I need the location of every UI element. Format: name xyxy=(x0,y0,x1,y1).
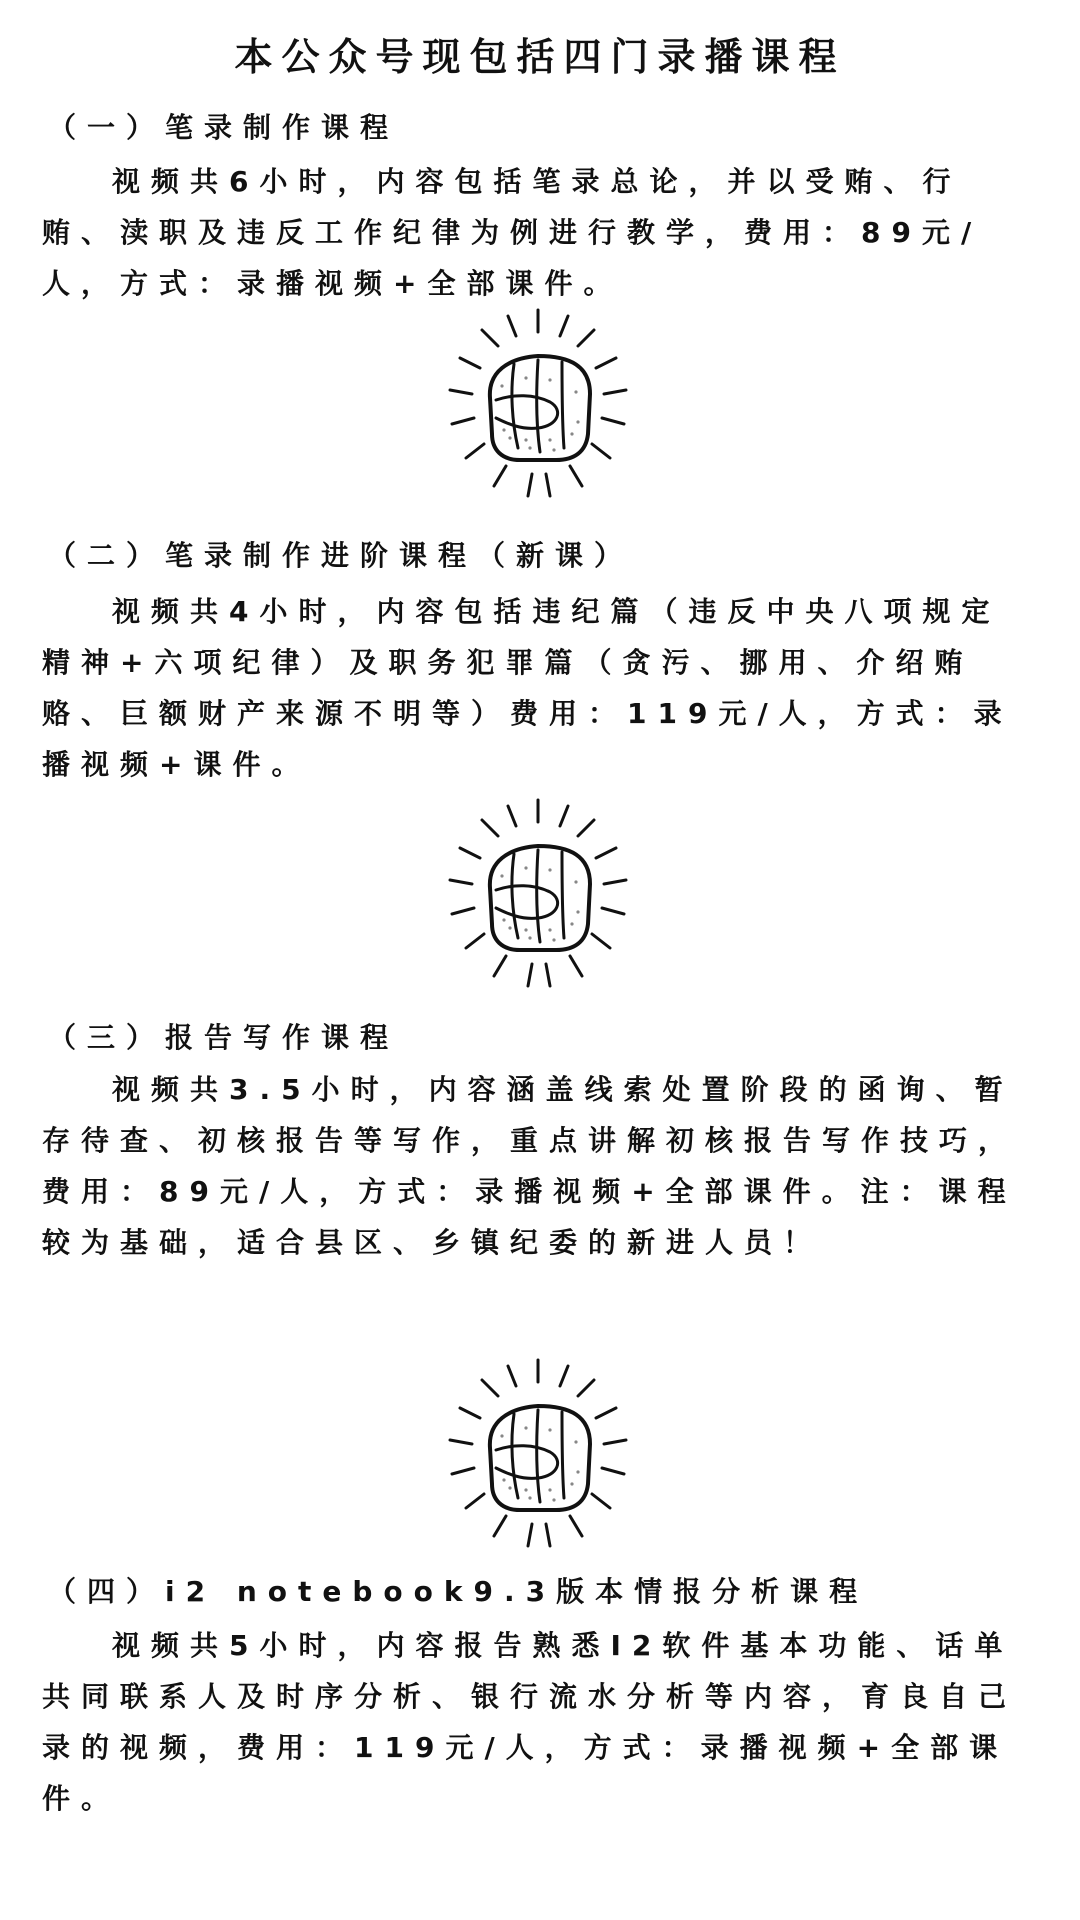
page-title: 本公众号现包括四门录播课程 xyxy=(234,35,846,79)
course-1-description: 视频共6小时，内容包括笔录总论，并以受贿、行贿、渎职及违反工作纪律为例进行教学，费用：89元/人，方式：录播视频+全部课件。 xyxy=(42,165,983,300)
course-3-heading: （三）报告写作课程 xyxy=(48,1021,400,1054)
fist-burst-icon xyxy=(438,1352,638,1552)
fist-burst-icon xyxy=(438,792,638,992)
fist-burst-icon-svg xyxy=(438,1352,638,1552)
course-4-heading: （四）i2 notebook9.3版本情报分析课程 xyxy=(48,1575,869,1608)
course-2-description: 视频共4小时，内容包括违纪篇（违反中央八项规定精神+六项纪律）及职务犯罪篇（贪污、挪用、介绍贿赂、巨额财产来源不明等）费用：119元/人，方式：录播视频+课件。 xyxy=(42,595,1013,781)
fist-burst-icon-svg xyxy=(438,302,638,502)
fist-burst-icon xyxy=(438,302,638,502)
course-3-description: 视频共3.5小时，内容涵盖线索处置阶段的函询、暂存待查、初核报告等写作，重点讲解初核报告写作技巧，费用：89元/人，方式：录播视频+全部课件。注：课程较为基础，适合县区、乡镇纪委的新进人员！ xyxy=(42,1073,1018,1259)
course-2-heading: （二）笔录制作进阶课程（新课） xyxy=(48,539,634,572)
course-1-heading: （一）笔录制作课程 xyxy=(48,111,400,144)
course-4-description: 视频共5小时，内容报告熟悉I2软件基本功能、话单共同联系人及时序分析、银行流水分析等内容，育良自己录的视频，费用：119元/人，方式：录播视频+全部课件。 xyxy=(42,1629,1018,1815)
fist-burst-icon-svg xyxy=(438,792,638,992)
